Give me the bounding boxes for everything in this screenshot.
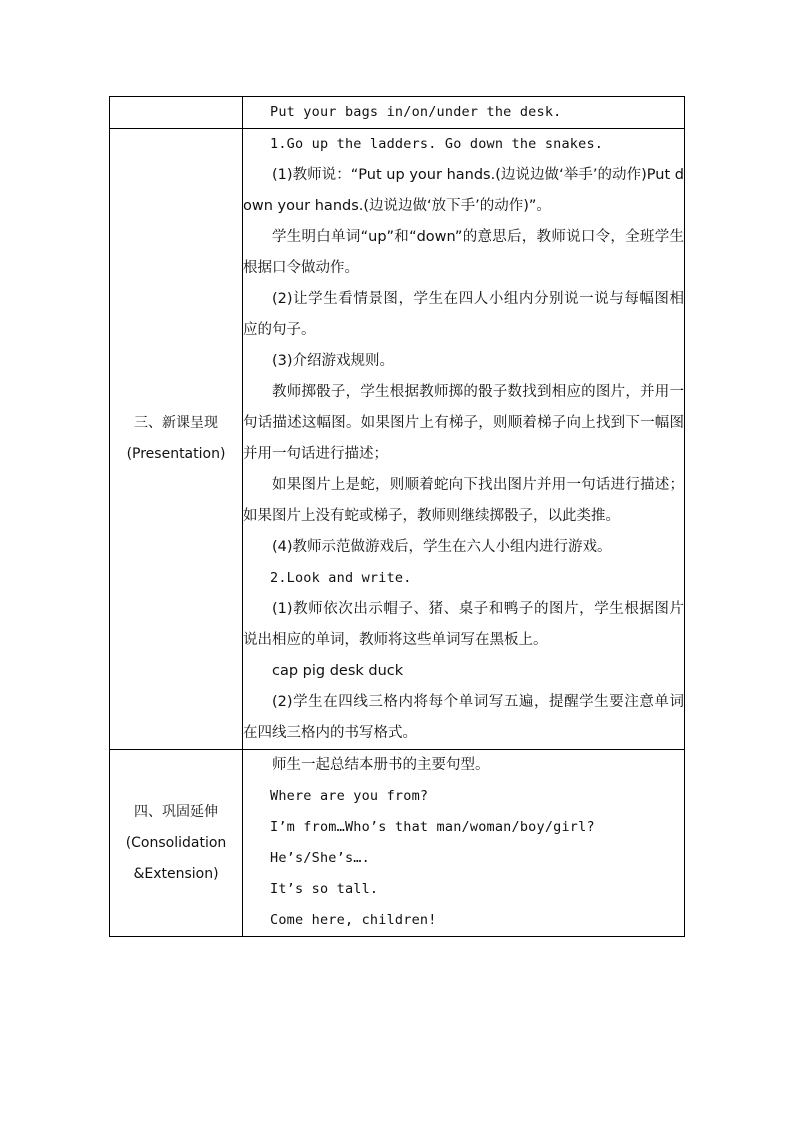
section-title-en: (Presentation): [126, 446, 226, 462]
lesson-plan-table: [109, 96, 685, 937]
row-label-consolidation: [110, 750, 243, 937]
content-line: 学生明白单词“up”和“down”的意思后，教师说口令，全班学生根据口令做动作。: [243, 229, 684, 276]
content-line: 如果图片上是蛇，则顺着蛇向下找出图片并用一句话进行描述；如果图片上没有蛇或梯子，教师则继续掷骰子，以此类推。: [243, 477, 684, 524]
content-line: (2)让学生看情景图，学生在四人小组内分别说一说与每幅图相应的句子。: [243, 291, 684, 338]
content-line: (3)介绍游戏规则。: [272, 353, 395, 369]
table-row: [110, 97, 685, 129]
content-line: (1)教师依次出示帽子、猪、桌子和鸭子的图片，学生根据图片说出相应的单词，教师将这些单词写在黑板上。: [243, 601, 684, 648]
content-line: cap pig desk duck: [272, 663, 404, 679]
table-row: [110, 750, 685, 937]
row-content: [243, 750, 685, 937]
content-line: Come here, children!: [270, 912, 437, 928]
section-title-en: &Extension): [133, 865, 219, 882]
content-line: 1.Go up the ladders. Go down the snakes.: [270, 136, 604, 152]
content-line: (4)教师示范做游戏后，学生在六人小组内进行游戏。: [272, 539, 612, 555]
content-line: (1)教师说：“Put up your hands.(边说边做‘举手’的动作)Put down your hands.(边说边做‘放下手’的动作)”。: [243, 167, 684, 214]
content-line: (2)学生在四线三格内将每个单词写五遍，提醒学生要注意单词在四线三格内的书写格式。: [243, 694, 684, 741]
content-line: Put your bags in/on/under the desk.: [270, 104, 562, 120]
content-line: 师生一起总结本册书的主要句型。: [272, 757, 490, 773]
row-label-presentation: [110, 129, 243, 750]
row-content: [243, 129, 685, 750]
section-title-cn: 三、新课呈现: [134, 415, 218, 431]
content-line: I’m from…Who’s that man/woman/boy/girl?: [270, 819, 595, 835]
content-line: He’s/She’s….: [270, 850, 370, 866]
table-row: [110, 129, 685, 750]
content-line: 教师掷骰子，学生根据教师掷的骰子数找到相应的图片，并用一句话描述这幅图。如果图片上有梯子，则顺着梯子向上找到下一幅图并用一句话进行描述；: [243, 384, 684, 462]
content-line: 2.Look and write.: [270, 570, 412, 586]
content-line: Where are you from?: [270, 788, 429, 804]
content-line: It’s so tall.: [270, 881, 379, 897]
row-label-empty: [110, 97, 243, 129]
row-content: [243, 97, 685, 129]
section-title-cn: 四、巩固延伸: [134, 803, 218, 820]
section-title-en: (Consolidation: [125, 834, 227, 851]
